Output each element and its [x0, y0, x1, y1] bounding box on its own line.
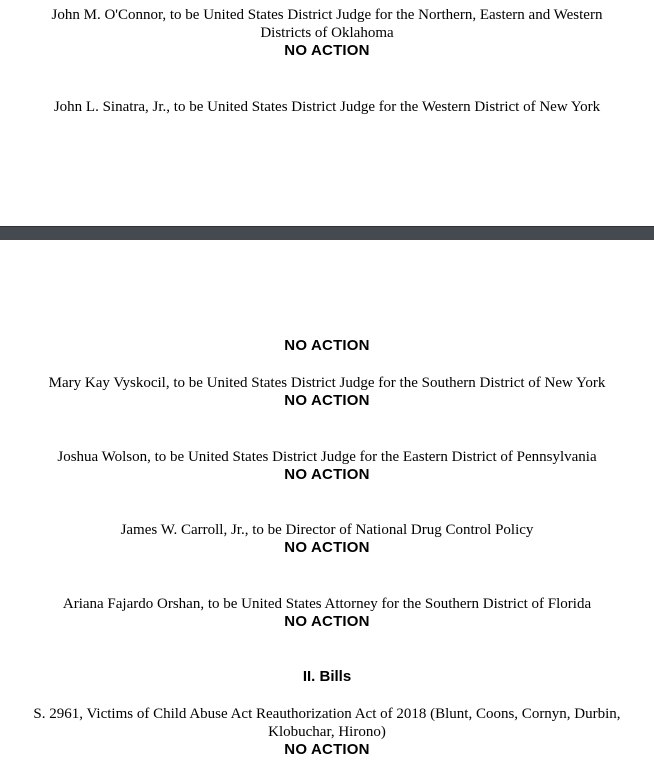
- nomination-text: James W. Carroll, Jr., to be Director of National Drug Control Policy: [120, 522, 534, 538]
- nomination-text: John M. O'Connor, to be United States District Judge for the Northern, Eastern and Western Districts of Oklahoma: [51, 7, 603, 41]
- section-heading: II. Bills: [302, 668, 352, 685]
- nomination-vyskocil: [0, 374, 654, 410]
- page-break-divider: [0, 226, 654, 240]
- bill-text: S. 2961, Victims of Child Abuse Act Reauthorization Act of 2018 (Blunt, Coons, Cornyn, Durbin, Klobuchar, Hirono): [33, 706, 621, 740]
- status-label: NO ACTION: [284, 741, 370, 758]
- nomination-orshan: [0, 595, 654, 631]
- status-label: NO ACTION: [284, 392, 370, 409]
- section-heading-bills: [0, 668, 654, 686]
- bill-s2961: [0, 705, 654, 759]
- status-label: NO ACTION: [284, 42, 370, 59]
- nomination-text: Joshua Wolson, to be United States District Judge for the Eastern District of Pennsylvania: [57, 449, 597, 465]
- status-label: NO ACTION: [284, 613, 370, 630]
- nomination-carroll: [0, 521, 654, 557]
- nomination-sinatra: [0, 98, 654, 116]
- leading-status: [0, 337, 654, 355]
- nomination-text: John L. Sinatra, Jr., to be United States District Judge for the Western District of New York: [53, 99, 601, 115]
- nomination-text: Mary Kay Vyskocil, to be United States District Judge for the Southern District of New York: [48, 375, 606, 391]
- nomination-wolson: [0, 448, 654, 484]
- status-label: NO ACTION: [284, 337, 370, 354]
- nomination-text: Ariana Fajardo Orshan, to be United States Attorney for the Southern District of Florida: [62, 596, 592, 612]
- status-label: NO ACTION: [284, 466, 370, 483]
- status-label: NO ACTION: [284, 539, 370, 556]
- nomination-oconnor: [0, 6, 654, 60]
